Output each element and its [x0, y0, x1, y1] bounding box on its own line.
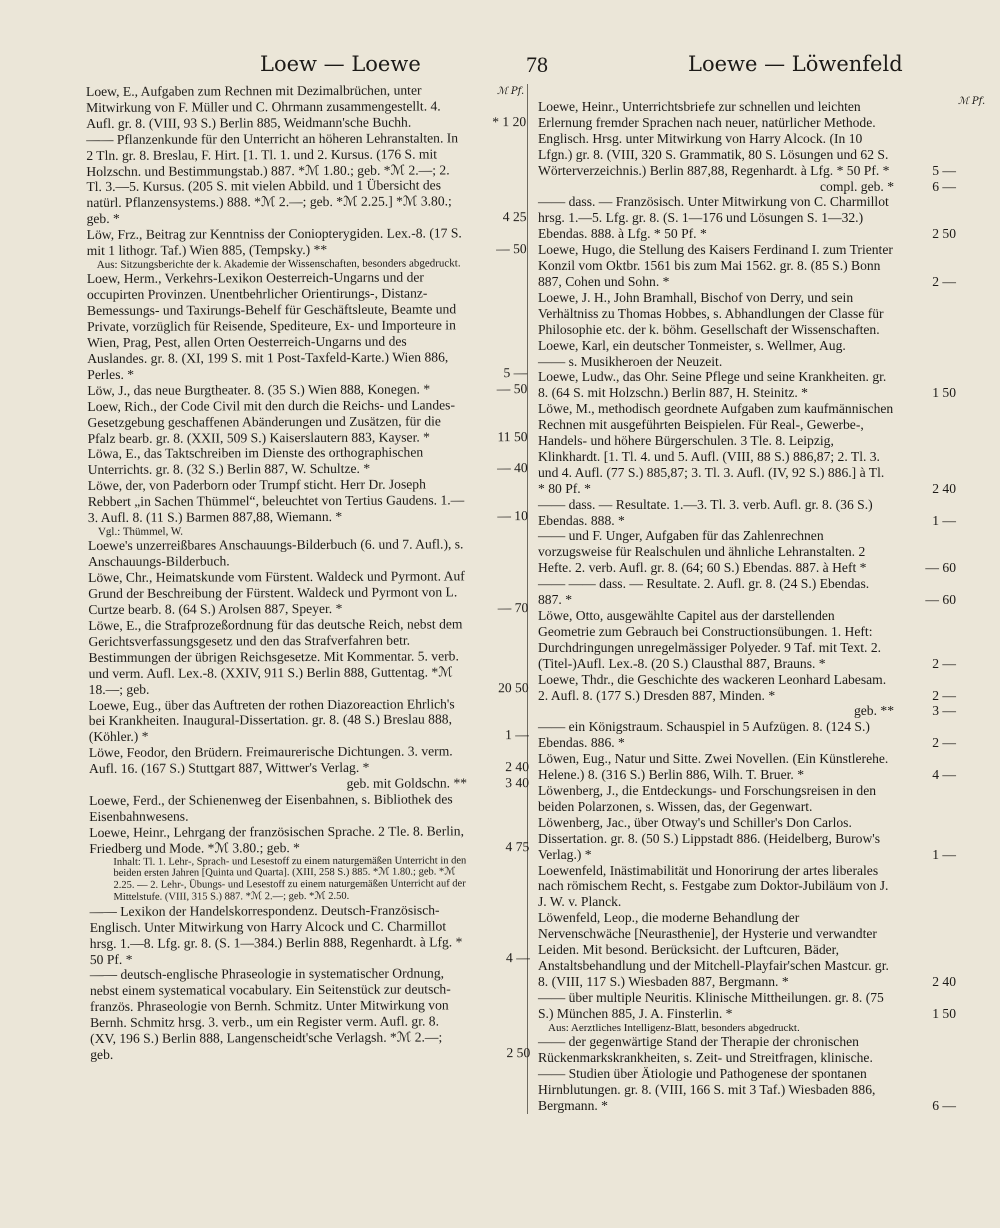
entry-price: — 60 — [925, 560, 956, 576]
entry-price: 4 25 — [502, 209, 527, 225]
entry-price: 2 50 — [932, 226, 956, 242]
catalog-entry — [538, 338, 956, 354]
catalog-entry — [538, 497, 956, 529]
entry-text: —— Lexikon der Handelskorrespondenz. Deutsch-Französisch-Englisch. Unter Mitwirkung von Harry Alcock und C. Charmillot hrsg. 1.—8. Lfg. gr. 8. (S. 1—384.) Berlin 888, Regenhardt. à Lfg. * 50 Pf. * — [89, 902, 463, 967]
entry-price: — 10 — [497, 508, 528, 524]
entry-price: 6 — — [932, 1097, 956, 1113]
entry-text: Loewe, Thdr., die Geschichte des wackeren Leonhard Labesam. 2. Aufl. 8. (177 S.) Dresden 887, Minden. * — [538, 671, 887, 703]
entry-price: — 40 — [497, 460, 528, 476]
entry-text: Loewe, Ferd., der Schienenweg der Eisenbahnen, s. Bibliothek des Eisenbahnwesens. — [89, 791, 453, 824]
catalog-entry — [538, 703, 956, 719]
entry-text: Loewe, Karl, ein deutscher Tonmeister, s. Wellmer, Aug. — [538, 337, 846, 353]
right-column — [538, 99, 956, 1114]
entry-text: Loew, E., Aufgaben zum Rechnen mit Dezimalbrüchen, unter Mitwirkung von F. Müller und C. Ohrmann zusammengestellt. 4. Aufl. gr. 8. (VIII, 93 S.) Berlin 885, Weidmann'sche Buchh. — [86, 82, 441, 131]
entry-price: 2 40 — [932, 973, 956, 989]
entry-text: Löw, J., das neue Burgtheater. 8. (35 S.) Wien 888, Konegen. * — [87, 381, 431, 398]
catalog-entry — [88, 445, 528, 479]
entry-text: Löwe, Chr., Heimatskunde vom Fürstent. Waldeck und Pyrmont. Auf Grund der Beschreibung der Fürstent. Waldeck und Pyrmont von L. Curtze bearb. 8. (64 S.) Arolsen 887, Speyer. * — [88, 568, 465, 618]
entry-text: —— dass. — Französisch. Unter Mitwirkung von C. Charmillot hrsg. 1.—5. Lfg. gr. 8. (S. 1—176 und Lösungen S. 1—32.) Ebendas. 888. à Lfg. * 50 Pf. * — [538, 194, 889, 242]
catalog-entry — [538, 1066, 956, 1114]
entry-text: Loewe, J. H., John Bramhall, Bischof von Derry, und sein Verhältniss zu Thomas Hobbes, s. Abhandlungen der Classe für Philosophie etc. der k. böhm. Gesellschaft der Wissenschaften. — [538, 289, 884, 337]
entry-text: Loewe, Heinr., Unterrichtsbriefe zur schnellen und leichten Erlernung fremder Sprachen nach neuer, natürlicher Methode. Englisch. Hrsg. unter Mitwirkung von Harry Alcock. (In 10 Lfgn.) gr. 8. (VIII, 320 S. Grammatik, 80 S. Lösungen und 62 S. Wörterverzeichnis.) Berlin 887,88, Regenhardt. à Lfg. * 50 Pf. * — [538, 99, 890, 178]
entry-text: —— Pflanzenkunde für den Unterricht an höheren Lehranstalten. In 2 Tln. gr. 8. Breslau, F. Hirt. [1. Tl. 1. und 2. Kursus. (176 S. mit Holzschn. und Bestimmungstab.) 887. *ℳ 1.80.; geb. *ℳ 2.—; 2. Tl. 3.—5. Kursus. (205 S. mit vielen Abbild. und 1 Übersicht des natürl. Pflanzensystems.) 888. *ℳ 2.—; geb. *ℳ 2.25.] *ℳ 3.80.; geb. * — [86, 130, 459, 227]
catalog-entry — [89, 791, 529, 825]
entry-price: 2 — — [932, 687, 956, 703]
catalog-entry — [90, 902, 530, 968]
catalog-entry — [538, 990, 956, 1022]
catalog-entry — [88, 616, 528, 697]
entry-price: 2 40 — [932, 480, 956, 496]
entry-text: Loewe's unzerreißbares Anschauungs-Bilderbuch (6. und 7. Aufl.), s. Anschauungs-Bilderbuch. — [87, 536, 464, 570]
catalog-entry — [538, 1034, 956, 1066]
entry-text: Löw, Frz., Beitrag zur Kenntniss der Coniopterygiden. Lex.-8. (17 S. mit 1 lithogr. Taf.) Wien 885, (Tempsky.) ** — [86, 225, 462, 259]
entry-text: compl. geb. * — [820, 178, 894, 194]
catalog-entry — [538, 179, 956, 195]
catalog-entry — [88, 476, 528, 526]
entry-price: 11 50 — [497, 428, 528, 444]
catalog-entry — [538, 672, 956, 704]
catalog-entry — [538, 401, 956, 496]
entry-text: Löwe, Feodor, den Brüdern. Freimaurerische Dichtungen. 3. verm. Aufl. 16. (167 S.) Stuttgart 887, Wittwer's Verlag. * — [88, 743, 453, 777]
entry-text: —— der gegenwärtige Stand der Therapie der chronischen Rückenmarkskrankheiten, s. Zeit- und Streitfragen, klinische. — [538, 1034, 873, 1065]
entry-text: Löwa, E., das Taktschreiben im Dienste des orthographischen Unterrichts. gr. 8. (32 S.) Berlin 887, W. Schultze. * — [87, 444, 424, 478]
entry-text: —— und F. Unger, Aufgaben für das Zahlenrechnen vorzugsweise für Realschulen und ähnliche Lehranstalten. 2 Hefte. 2. verb. Aufl. gr. 8. (64; 60 S.) Ebendas. 887. à Heft * — [538, 528, 867, 576]
entry-price: 2 — — [932, 735, 956, 751]
catalog-entry — [86, 130, 526, 227]
entry-price: 1 — — [932, 846, 956, 862]
entry-text: —— deutsch-englische Phraseologie in systematischer Ordnung, nebst einem systematical vocabulary. Ein Seitenstück zur deutsch-französ. Phraseologie von Bernh. Schmitz. Unter Mitwirkung von Bernh. Schmitz hrsg. 3. verb., um ein Register verm. Aufl. gr. 8. (XV, 196 S.) Berlin 888, Langenscheidt'sche Verlagsh. *ℳ 2.—; geb. — [89, 965, 451, 1062]
catalog-entry — [538, 242, 956, 290]
entry-price: 3 — — [932, 703, 956, 719]
left-column — [86, 82, 530, 1063]
catalog-entry — [538, 194, 956, 242]
catalog-entry — [538, 290, 956, 338]
entry-price: 1 — — [932, 512, 956, 528]
entry-price: 5 — — [503, 364, 528, 381]
contents-note: Inhalt: Tl. 1. Lehr-, Sprach- und Lesestoff zu einem naturgemäßen Unterricht in den beiden ersten Jahren [Quinta und Quarta]. (XIII, 258 S.) 885. *ℳ 1.80.; geb. *ℳ 2.25. — 2. Lehr-, Übungs- und Lesestoff zu einem naturgemäßen Unterricht auf der Mittelstufe. (VIII, 315 S.) 887. *ℳ 2.—; geb. *ℳ 2.50. — [113, 854, 467, 903]
catalog-entry — [538, 719, 956, 751]
entry-text: —— ein Königstraum. Schauspiel in 5 Aufzügen. 8. (124 S.) Ebendas. 886. * — [538, 719, 870, 751]
entry-text: Löwenberg, Jac., über Otway's und Schiller's Don Carlos. Dissertation. gr. 8. (50 S.) Lippstadt 886. (Heidelberg, Burow's Verlag.) * — [538, 814, 881, 862]
catalog-entry — [538, 608, 956, 672]
catalog-entry — [538, 815, 956, 863]
entry-text: geb. mit Goldschn. ** — [346, 775, 468, 791]
entry-price: 4 75 — [505, 838, 530, 854]
catalog-entry — [89, 823, 529, 857]
entry-price: 1 50 — [932, 385, 956, 401]
entry-price: — 50 — [496, 380, 528, 397]
entry-text: geb. ** — [853, 703, 894, 719]
entry-text: —— —— dass. — Resultate. 2. Aufl. gr. 8. (24 S.) Ebendas. 887. * — [538, 576, 870, 608]
left-running-head: Loew — Loewe — [260, 52, 421, 76]
right-running-head: Loewe — Löwenfeld — [688, 52, 903, 76]
catalog-entry — [88, 537, 528, 571]
entry-text: Löwenfeld, Leop., die moderne Behandlung der Nervenschwäche [Neurasthenie], der Hysterie und verwandter Leiden. Mit besond. Berücksicht. der Luftcuren, Bäder, Anstaltsbehandlung und der Mitchell-Playfair'schen Mastcur. gr. 8. (VIII, 117 S.) Wiesbaden 887, Bergmann. * — [538, 910, 889, 989]
catalog-entry — [538, 783, 956, 815]
entry-text: Loewe, Eug., über das Auftreten der rothen Diazoreaction Ehrlich's bei Krankheiten. Inaugural-Dissertation. gr. 8. (48 S.) Breslau 888, (Köhler.) * — [88, 695, 455, 745]
entry-price: 6 — — [932, 178, 956, 194]
entry-price: 3 40 — [505, 775, 530, 791]
entry-price: 2 50 — [506, 1045, 531, 1061]
source-note: Aus: Sitzungsberichte der k. Akademie der Wissenschaften, besonders abgedruckt. — [96, 257, 461, 271]
entry-price: 20 50 — [498, 679, 529, 695]
price-unit-right: ℳ Pf. — [958, 96, 986, 107]
catalog-entry — [87, 270, 527, 383]
entry-text: Löwe, Otto, ausgewählte Capitel aus der darstellenden Geometrie zum Gebrauch bei Constructionsübungen. 1. Heft: Durchdringungen unregelmässiger Polyeder. 9 Taf. mit Text. 2. (Titel-)Aufl. Lex.-8. (20 S.) Clausthal 887, Brauns. * — [538, 608, 882, 671]
entry-price: — 50 — [496, 241, 527, 257]
entry-text: Loewenfeld, Inästimabilität und Honorirung der artes liberales nach römischem Recht, s. Festgabe zum Doktor-Jubiläum von J. J. W. v. Planck. — [538, 862, 889, 910]
catalog-entry — [538, 751, 956, 783]
entry-text: Löwe, E., die Strafprozeßordnung für das deutsche Reich, nebst dem Gerichtsverfassungsgesetz und den das Strafverfahren betr. Bestimmungen der übrigen Reichsgesetze. Mit Kommentar. 5. verb. und verm. Aufl. Lex.-8. (XXIV, 911 S.) Berlin 888, Guttentag. *ℳ 18.—; geb. — [88, 616, 463, 697]
entry-price: 2 — — [932, 273, 956, 289]
catalog-entry — [89, 696, 529, 746]
catalog-entry — [538, 576, 956, 608]
entry-text: —— s. Musikheroen der Neuzeit. — [538, 353, 723, 369]
entry-price: — 70 — [497, 600, 529, 616]
entry-text: Löwen, Eug., Natur und Sitte. Zwei Novellen. (Ein Künstlerehe. Helene.) 8. (316 S.) Berlin 886, Wilh. T. Bruer. * — [538, 751, 889, 783]
entry-text: Loew, Herm., Verkehrs-Lexikon Oesterreich-Ungarns und der occupirten Provinzen. Unentbehrlicher Orientirungs-, Distanz-Bemessungs- und Taxirungs-Behelf für Geschäftsleute, Beamte und Private, vorzüglich für Reisende, Spediteure, Ex- und Importeure in Wien, Prag, Pest, allen Orten Oesterreich-Ungarns und des Auslandes. gr. 8. (XI, 199 S. mit 1 Post-Taxfeld-Karte.) Wien 886, Perles. * — [86, 269, 457, 382]
catalog-entry — [86, 82, 526, 132]
price-unit-left: ℳ Pf. — [497, 86, 525, 97]
catalog-entry — [87, 397, 527, 447]
entry-text: —— über multiple Neuritis. Klinische Mittheilungen. gr. 8. (75 S.) München 885, J. A. Finsterlin. * — [538, 989, 884, 1021]
catalog-entry — [89, 743, 529, 777]
entry-price: 2 40 — [505, 759, 530, 775]
entry-price: * 1 20 — [492, 113, 527, 130]
entry-price: 4 — — [932, 767, 956, 783]
entry-text: Loewe, Hugo, die Stellung des Kaisers Ferdinand I. zum Trienter Konzil vom Oktbr. 1561 bis zum Mai 1562. gr. 8. (85 S.) Bonn 887, Cohen und Sohn. * — [538, 242, 893, 289]
entry-text: Loewe, Ludw., das Ohr. Seine Pflege und seine Krankheiten. gr. 8. (64 S. mit Holzschn.) Berlin 887, H. Steinitz. * — [538, 369, 887, 401]
entry-text: Löwenberg, J., die Entdeckungs- und Forschungsreisen in den beiden Polarzonen, s. Wissen, das, der Gegenwart. — [538, 782, 877, 814]
catalog-entry — [538, 369, 956, 401]
catalog-entry — [90, 965, 530, 1062]
catalog-entry — [538, 99, 956, 179]
catalog-entry — [538, 863, 956, 911]
entry-text: Löwe, der, von Paderborn oder Trumpf sticht. Herr Dr. Joseph Rebbert „in Sachen Thümmel“, beleuchtet von Tertius Gaudens. 1.—3. Aufl. 8. (11 S.) Barmen 887,88, Wiemann. * — [87, 476, 465, 526]
source-note: Vgl.: Thümmel, W. — [97, 525, 184, 538]
entry-price: 4 — — [505, 949, 530, 965]
entry-price: 2 — — [932, 655, 956, 671]
catalog-entry — [87, 225, 527, 259]
source-note: Aus: Aerztliches Intelligenz-Blatt, besonders abgedruckt. — [548, 1021, 800, 1034]
catalog-entry — [538, 354, 956, 370]
catalog-entry — [538, 910, 956, 990]
entry-price: — 60 — [925, 592, 956, 608]
entry-text: —— Studien über Ätiologie und Pathogenese der spontanen Hirnblutungen. gr. 8. (VIII, 166 S. mit 3 Taf.) Wiesbaden 886, Bergmann. * — [538, 1065, 876, 1113]
entry-text: Löwe, M., methodisch geordnete Aufgaben zum kaufmännischen Rechnen mit ausgeführten Beispielen. Für Real-, Gewerbe-, Handels- und höhere Bürgerschulen. 3 Tle. 8. Leipzig, Klinkhardt. [1. Tl. 4. und 5. Aufl. (VIII, 88 S.) 886,87; 2. Tl. 3. und 4. Aufl. (77 S.) 885,87; 3. Tl. 3. Aufl. (IV, 92 S.) 886.] à Tl. * 80 Pf. * — [538, 401, 894, 496]
catalog-entry — [538, 528, 956, 576]
page-number: 78 — [526, 52, 548, 77]
entry-text: Loew, Rich., der Code Civil mit den durch die Reichs- und Landes-Gesetzgebung geschaffenen Abänderungen und Zusätzen, für die Pfalz bearb. gr. 8. (XXII, 509 S.) Kaiserslautern 883, Kayser. * — [87, 397, 456, 446]
entry-price: 5 — — [932, 162, 956, 178]
catalog-entry — [89, 775, 529, 793]
entry-text: —— dass. — Resultate. 1.—3. Tl. 3. verb. Aufl. gr. 8. (36 S.) Ebendas. 888. * — [538, 496, 873, 528]
entry-price: 1 — — [505, 727, 529, 743]
entry-price: 1 50 — [932, 1005, 956, 1021]
catalog-entry — [87, 381, 527, 399]
catalog-entry — [88, 568, 528, 618]
entry-text: Loewe, Heinr., Lehrgang der französischen Sprache. 2 Tle. 8. Berlin, Friedberg und Mode. *ℳ 3.80.; geb. * — [89, 823, 465, 856]
